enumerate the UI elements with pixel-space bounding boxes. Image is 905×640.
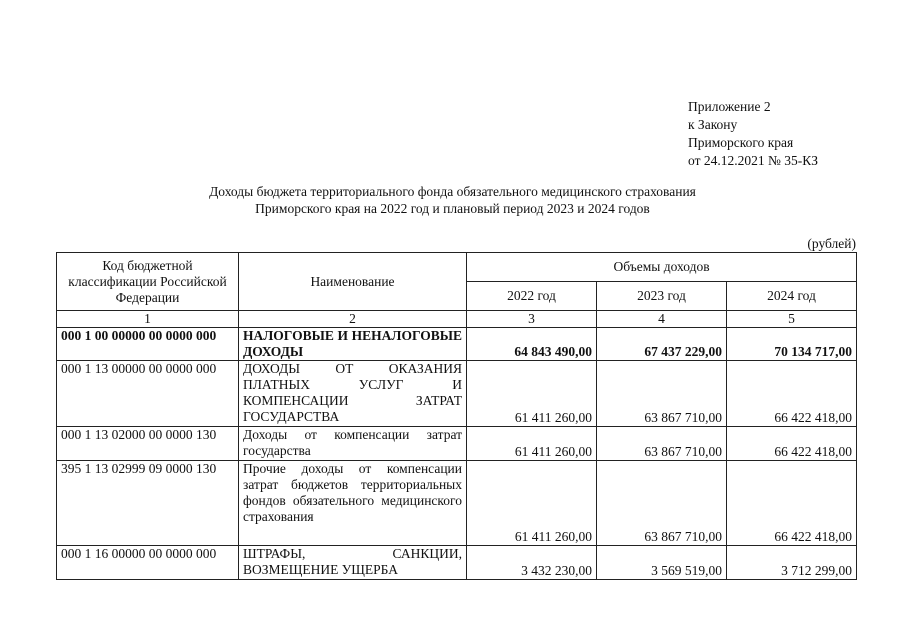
budget-table <box>56 252 857 580</box>
row-amount-2023: 67 437 229,00 <box>597 328 727 361</box>
table-row <box>57 427 857 461</box>
row-amount-2023: 3 569 519,00 <box>597 546 727 580</box>
appendix-line: от 24.12.2021 № 35-КЗ <box>688 153 818 168</box>
row-amount-2024: 66 422 418,00 <box>727 361 857 427</box>
row-amount-2023: 63 867 710,00 <box>597 427 727 461</box>
row-amount-2023: 63 867 710,00 <box>597 461 727 546</box>
table-row <box>57 461 857 546</box>
header-code: Код бюджетной классификации Российской Федерации <box>57 253 239 311</box>
row-name: Прочие доходы от компенсации затрат бюджетов территориальных фондов обязательного медицинского страхования <box>239 461 467 546</box>
title-line: Доходы бюджета территориального фонда обязательного медицинского страхования <box>209 184 696 199</box>
row-name: ШТРАФЫ, САНКЦИИ, ВОЗМЕЩЕНИЕ УЩЕРБА <box>239 546 467 580</box>
appendix-line: Приложение 2 <box>688 99 771 114</box>
row-amount-2023: 63 867 710,00 <box>597 361 727 427</box>
column-number: 3 <box>467 311 597 328</box>
row-code: 000 1 00 00000 00 0000 000 <box>57 328 239 361</box>
row-name: НАЛОГОВЫЕ И НЕНАЛОГОВЫЕ ДОХОДЫ <box>239 328 467 361</box>
appendix-line: Приморского края <box>688 135 794 150</box>
header-name: Наименование <box>239 253 467 311</box>
row-amount-2024: 70 134 717,00 <box>727 328 857 361</box>
row-amount-2022: 3 432 230,00 <box>467 546 597 580</box>
row-code: 000 1 13 00000 00 0000 000 <box>57 361 239 427</box>
row-amount-2024: 66 422 418,00 <box>727 461 857 546</box>
column-number: 2 <box>239 311 467 328</box>
column-number: 5 <box>727 311 857 328</box>
header-year-2022: 2022 год <box>467 282 597 311</box>
row-amount-2022: 61 411 260,00 <box>467 427 597 461</box>
column-number-row <box>57 311 857 328</box>
table-row <box>57 546 857 580</box>
units-label: (рублей) <box>807 236 856 251</box>
row-code: 000 1 16 00000 00 0000 000 <box>57 546 239 580</box>
header-volumes: Объемы доходов <box>467 253 857 282</box>
row-amount-2022: 64 843 490,00 <box>467 328 597 361</box>
row-name: Доходы от компенсации затрат государства <box>239 427 467 461</box>
row-name: ДОХОДЫ ОТ ОКАЗАНИЯ ПЛАТНЫХ УСЛУГ И КОМПЕНСАЦИИ ЗАТРАТ ГОСУДАРСТВА <box>239 361 467 427</box>
appendix-note <box>688 98 818 170</box>
table-row <box>57 361 857 427</box>
document-title <box>0 183 905 217</box>
title-line: Приморского края на 2022 год и плановый период 2023 и 2024 годов <box>255 201 650 216</box>
row-amount-2024: 3 712 299,00 <box>727 546 857 580</box>
table-row <box>57 328 857 361</box>
header-year-2023: 2023 год <box>597 282 727 311</box>
row-amount-2024: 66 422 418,00 <box>727 427 857 461</box>
header-year-2024: 2024 год <box>727 282 857 311</box>
column-number: 4 <box>597 311 727 328</box>
column-number: 1 <box>57 311 239 328</box>
row-code: 395 1 13 02999 09 0000 130 <box>57 461 239 546</box>
appendix-line: к Закону <box>688 117 738 132</box>
row-code: 000 1 13 02000 00 0000 130 <box>57 427 239 461</box>
row-amount-2022: 61 411 260,00 <box>467 361 597 427</box>
row-amount-2022: 61 411 260,00 <box>467 461 597 546</box>
table-header-row <box>57 253 857 282</box>
